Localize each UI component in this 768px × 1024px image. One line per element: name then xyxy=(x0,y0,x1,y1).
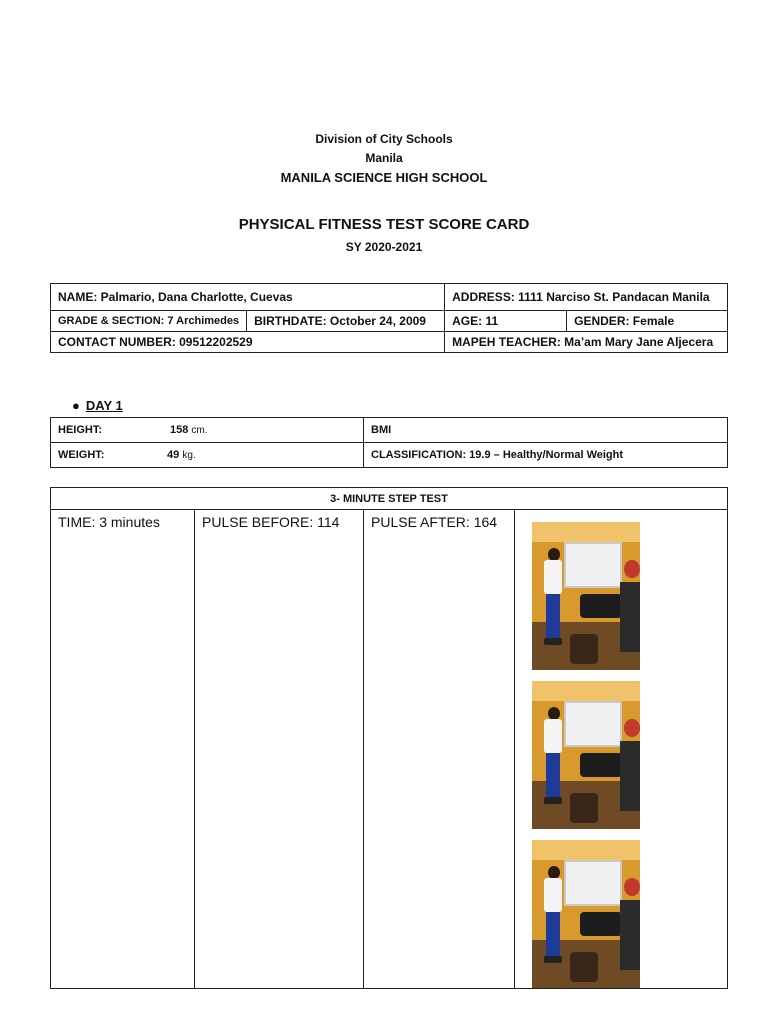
birthdate-cell: BIRTHDATE: October 24, 2009 xyxy=(247,311,445,332)
day1-heading xyxy=(72,398,123,413)
classification-cell: CLASSIFICATION: 19.9 – Healthy/Normal Weight xyxy=(364,443,728,468)
student-info-table xyxy=(50,283,728,353)
height-unit: cm. xyxy=(191,425,208,436)
weight-cell xyxy=(51,443,364,468)
body-metrics-table xyxy=(50,417,728,468)
height-cell xyxy=(51,418,364,443)
step-test-table xyxy=(50,487,728,989)
time-cell: TIME: 3 minutes xyxy=(51,510,195,989)
pulse-after-cell: PULSE AFTER: 164 xyxy=(364,510,515,989)
step-photo-1 xyxy=(532,522,640,670)
school-heading: MANILA SCIENCE HIGH SCHOOL xyxy=(280,170,488,185)
height-value: 158 xyxy=(170,424,189,436)
step-test-title: 3- MINUTE STEP TEST xyxy=(51,488,728,510)
pulse-before-cell: PULSE BEFORE: 114 xyxy=(195,510,364,989)
weight-value: 49 xyxy=(167,449,180,461)
page-title: PHYSICAL FITNESS TEST SCORE CARD xyxy=(238,216,530,233)
name-cell: NAME: Palmario, Dana Charlotte, Cuevas xyxy=(51,284,445,311)
grade-section-cell: GRADE & SECTION: 7 Archimedes xyxy=(51,311,247,332)
school-year: SY 2020-2021 xyxy=(345,240,423,254)
weight-label: WEIGHT: xyxy=(58,449,105,461)
city-heading: Manila xyxy=(365,151,403,165)
bmi-cell: BMI xyxy=(364,418,728,443)
contact-cell: CONTACT NUMBER: 09512202529 xyxy=(51,332,445,353)
photos-cell xyxy=(515,510,728,989)
division-heading: Division of City Schools xyxy=(315,132,453,146)
age-cell: AGE: 11 xyxy=(445,311,567,332)
gender-cell: GENDER: Female xyxy=(567,311,728,332)
teacher-cell: MAPEH TEACHER: Ma’am Mary Jane Aljecera xyxy=(445,332,728,353)
bullet-icon: ● xyxy=(72,398,80,413)
address-cell: ADDRESS: 1111 Narciso St. Pandacan Manila xyxy=(445,284,728,311)
step-photo-2 xyxy=(532,681,640,829)
height-label: HEIGHT: xyxy=(58,424,102,436)
weight-unit: kg. xyxy=(182,450,196,461)
step-photo-3 xyxy=(532,840,640,988)
day1-label: DAY 1 xyxy=(85,398,123,413)
